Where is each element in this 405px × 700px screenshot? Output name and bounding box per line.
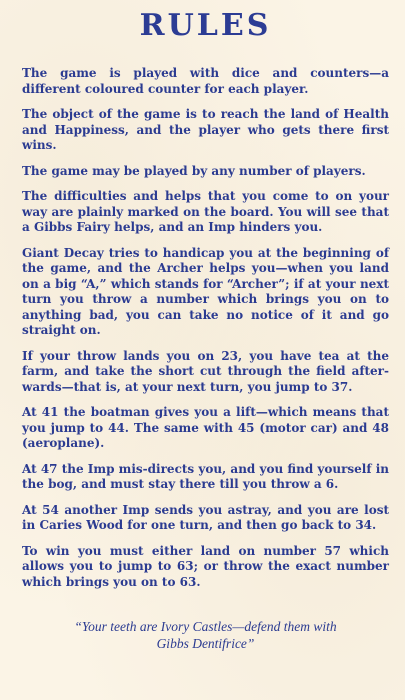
rule-paragraph: To win you must either land on number 57 which allows you to jump to 63; or throw the exact number which brings you on to 63. — [22, 543, 389, 589]
rule-paragraph: At 47 the Imp mis-directs you, and you find yourself in the bog, and must stay there till you throw a 6. — [22, 461, 389, 491]
slogan-line: Gibbs Dentifrice” — [156, 636, 255, 651]
slogan — [22, 618, 389, 652]
rules-list — [22, 66, 389, 590]
rule-paragraph: The game may be played by any number of players. — [22, 163, 366, 178]
rule-paragraph: The difficulties and helps that you come to on your way are plainly marked on the board. You will see that a Gibbs Fairy helps, and an Imp hinders you. — [22, 189, 389, 234]
rule-paragraph: The game is played with dice and counters—a different coloured counter for each player. — [22, 66, 389, 96]
rule-paragraph: Giant Decay tries to handicap you at the beginning of the game, and the Archer helps you—when you land on a big “A,” which stands for “Archer”; if at your next turn you throw a number which brings you on to anything bad, you can take no notice of it and go straight on. — [22, 245, 389, 337]
rule-paragraph: If your throw lands you on 23, you have tea at the farm, and take the short cut through the field afterwards—that is, at your next turn, you jump to 37. — [22, 348, 389, 394]
slogan-line: “Your teeth are Ivory Castles—defend them with — [74, 619, 337, 634]
rule-paragraph: At 54 another Imp sends you astray, and you are lost in Caries Wood for one turn, and then go back to 34. — [22, 502, 389, 532]
rule-paragraph: The object of the game is to reach the land of Health and Happiness, and the player who gets there first wins. — [22, 107, 389, 152]
rule-paragraph: At 41 the boatman gives you a lift—which means that you jump to 44. The same with 45 (motor car) and 48 (aeroplane). — [22, 405, 389, 450]
page-title: RULES — [139, 8, 272, 43]
